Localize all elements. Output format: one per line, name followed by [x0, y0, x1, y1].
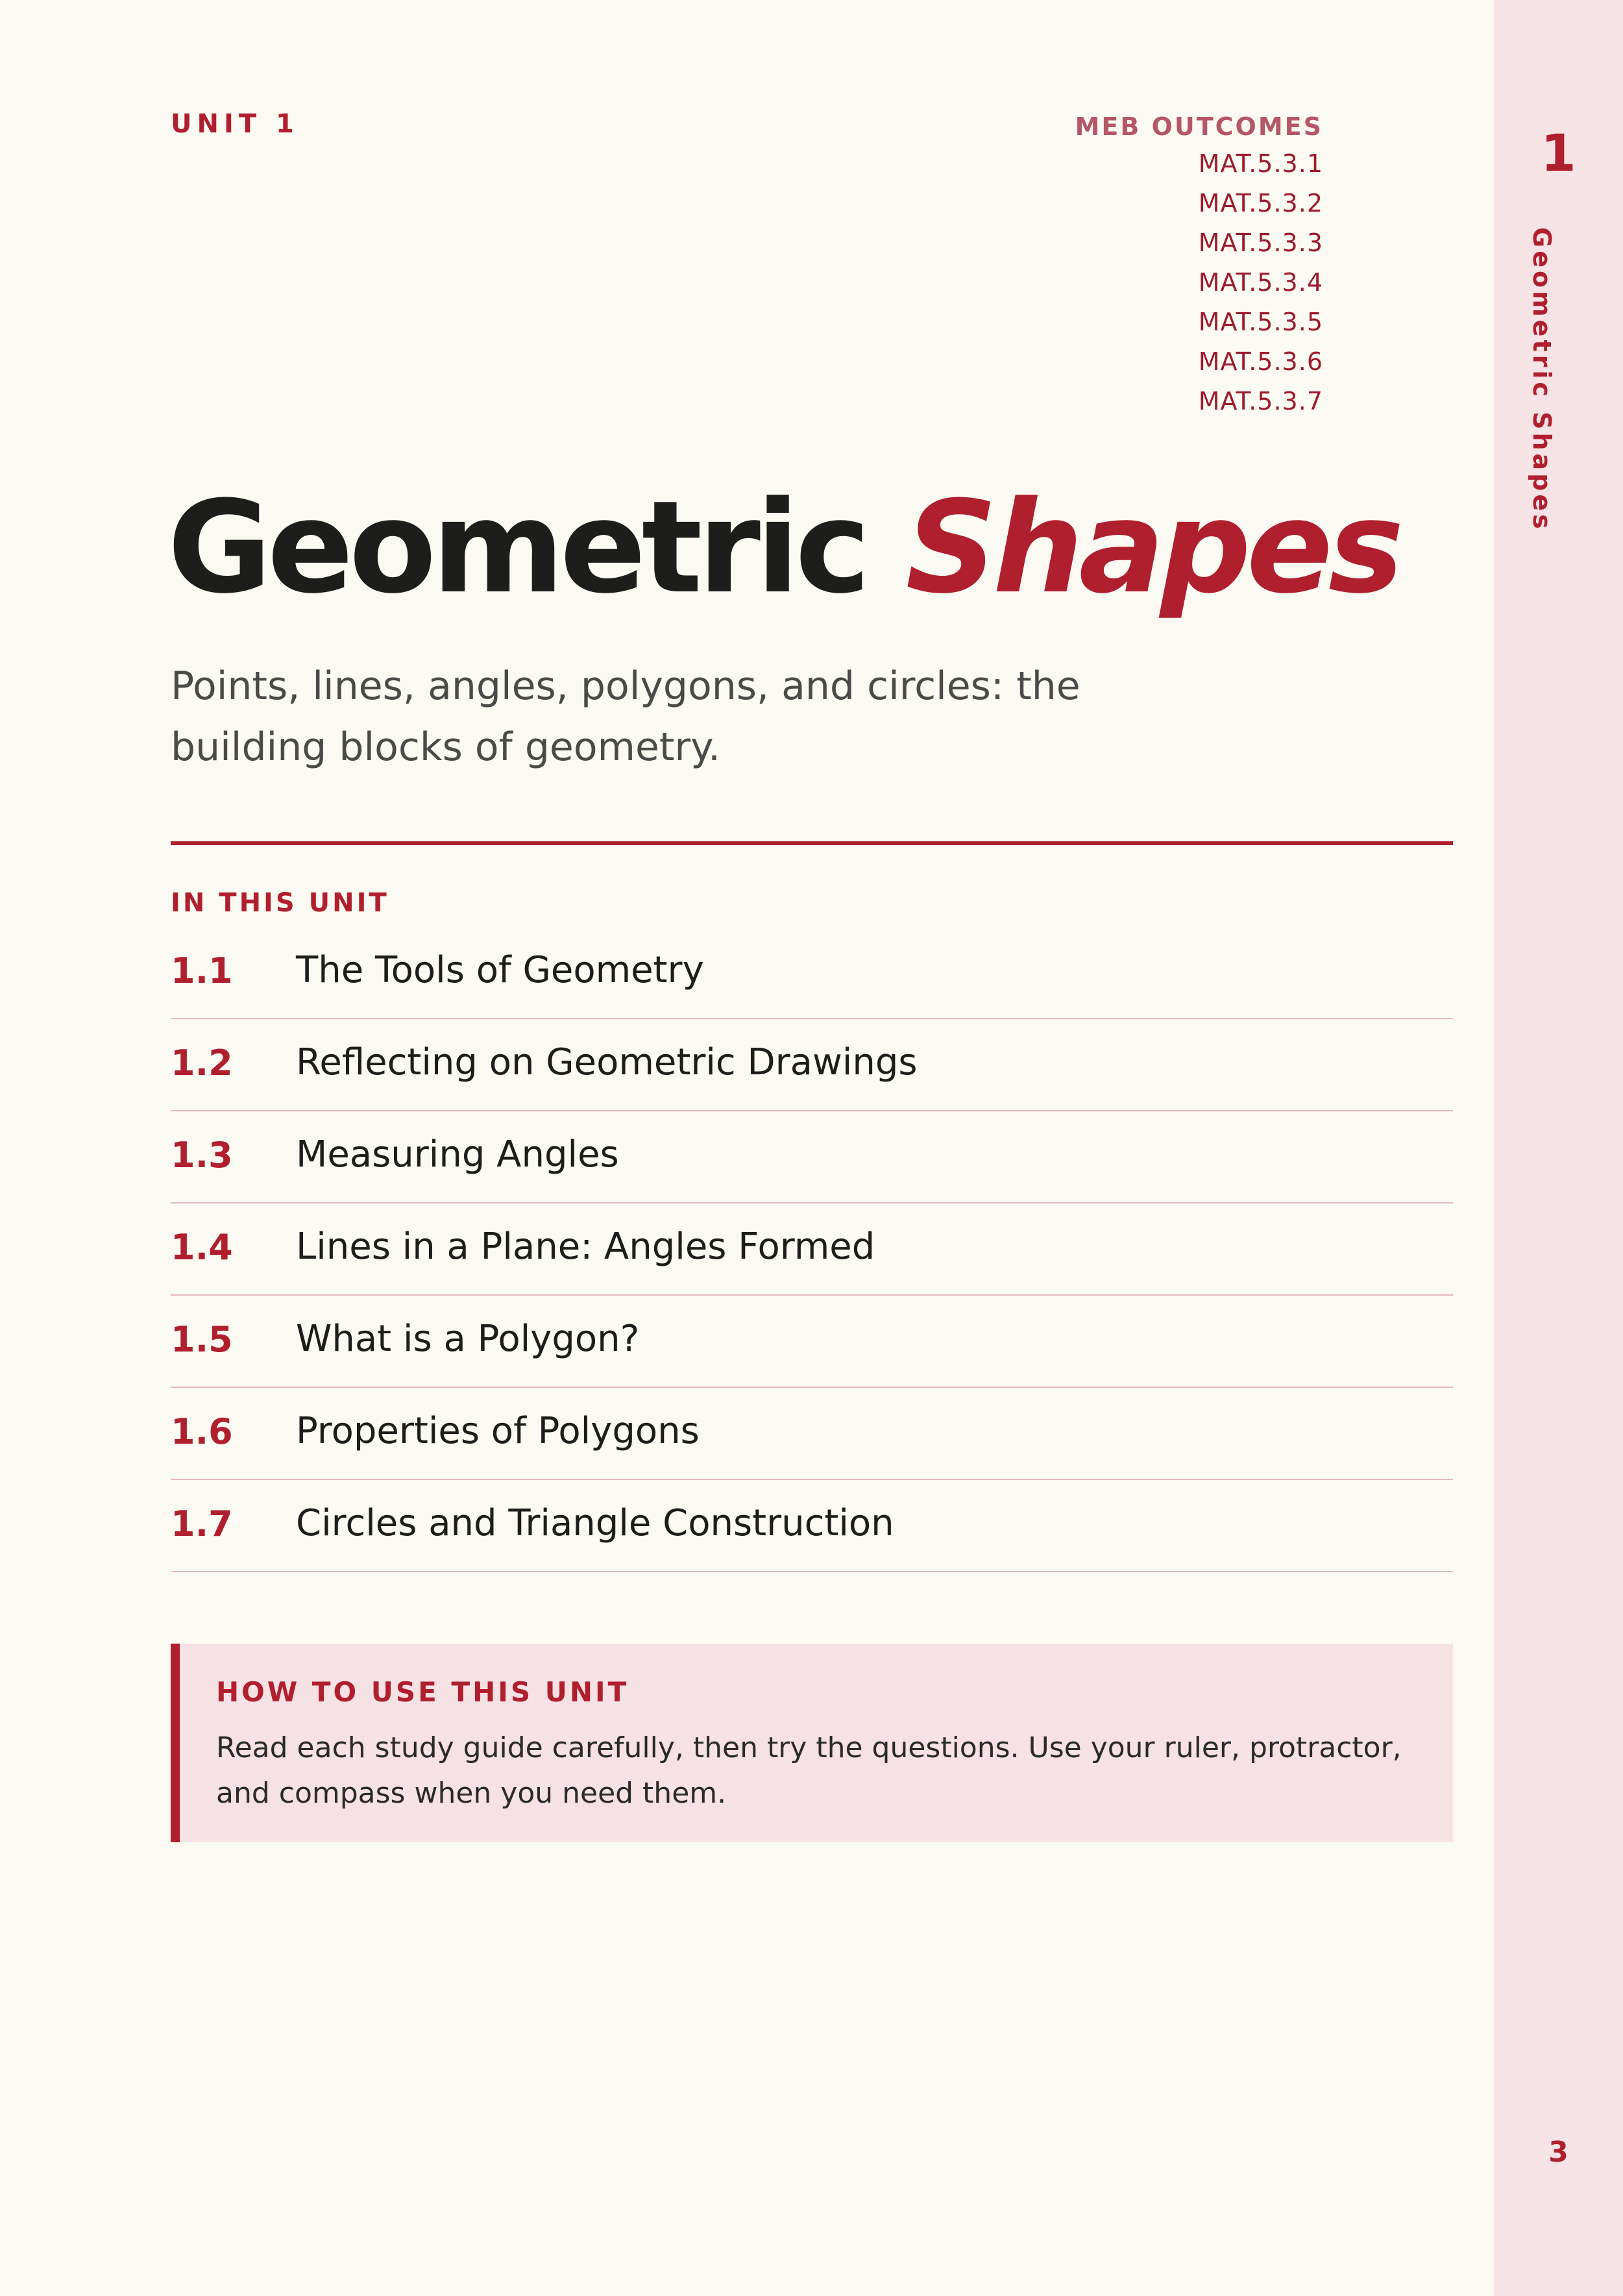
toc-label: IN THIS UNIT — [171, 888, 389, 918]
toc-list — [171, 927, 1453, 1572]
toc-item-number: 1.1 — [171, 950, 233, 991]
howto-text: Read each study guide carefully, then try the questions. Use your ruler, protractor, and compass when you need them. — [216, 1731, 1402, 1810]
outcome-item: MAT.5.3.7 — [1198, 387, 1323, 415]
page-title-main: Geometric — [167, 474, 866, 622]
toc-item-number: 1.7 — [171, 1503, 233, 1544]
page-title-accent: Shapes — [905, 474, 1400, 622]
toc-item[interactable] — [171, 1204, 1453, 1296]
divider — [171, 841, 1453, 845]
page-title — [167, 474, 1400, 622]
howto-callout — [171, 1644, 1453, 1842]
toc-item-number: 1.5 — [171, 1319, 233, 1360]
toc-item-title: Lines in a Plane: Angles Formed — [296, 1226, 875, 1268]
toc-item-title: What is a Polygon? — [296, 1318, 640, 1360]
toc-item-number: 1.4 — [171, 1227, 233, 1268]
toc-item-title: The Tools of Geometry — [296, 949, 704, 991]
outcome-item: MAT.5.3.4 — [1198, 268, 1323, 297]
outcomes-title: MEB OUTCOMES — [1075, 112, 1323, 141]
outcome-item: MAT.5.3.1 — [1198, 149, 1323, 178]
page-subtitle: Points, lines, angles, polygons, and circles: the building blocks of geometry. — [171, 663, 1080, 770]
outcome-item: MAT.5.3.5 — [1198, 308, 1323, 336]
toc-item-title: Measuring Angles — [296, 1133, 619, 1176]
toc-item-title: Reflecting on Geometric Drawings — [296, 1041, 918, 1083]
toc-item-number: 1.3 — [171, 1135, 233, 1176]
toc-item[interactable] — [171, 1480, 1453, 1572]
outcome-item: MAT.5.3.6 — [1198, 347, 1323, 376]
toc-item-title: Properties of Polygons — [296, 1410, 700, 1452]
howto-title: HOW TO USE THIS UNIT — [216, 1676, 629, 1708]
toc-item[interactable] — [171, 927, 1453, 1019]
outcomes-list — [934, 109, 1323, 421]
toc-item-number: 1.2 — [171, 1043, 233, 1083]
toc-item-title: Circles and Triangle Construction — [296, 1502, 894, 1544]
unit-label: UNIT 1 — [171, 109, 299, 139]
sidebar-unit-title: Geometric Shapes — [1528, 227, 1556, 532]
toc-item[interactable] — [171, 1111, 1453, 1204]
toc-item[interactable] — [171, 1296, 1453, 1388]
toc-item[interactable] — [171, 1388, 1453, 1480]
outcome-item: MAT.5.3.3 — [1198, 228, 1323, 257]
page-number: 3 — [1548, 2136, 1568, 2169]
toc-item-number: 1.6 — [171, 1411, 233, 1452]
unit-sidebar — [1494, 0, 1623, 2296]
sidebar-unit-number: 1 — [1541, 125, 1576, 183]
outcome-item: MAT.5.3.2 — [1198, 189, 1323, 217]
toc-item[interactable] — [171, 1019, 1453, 1111]
